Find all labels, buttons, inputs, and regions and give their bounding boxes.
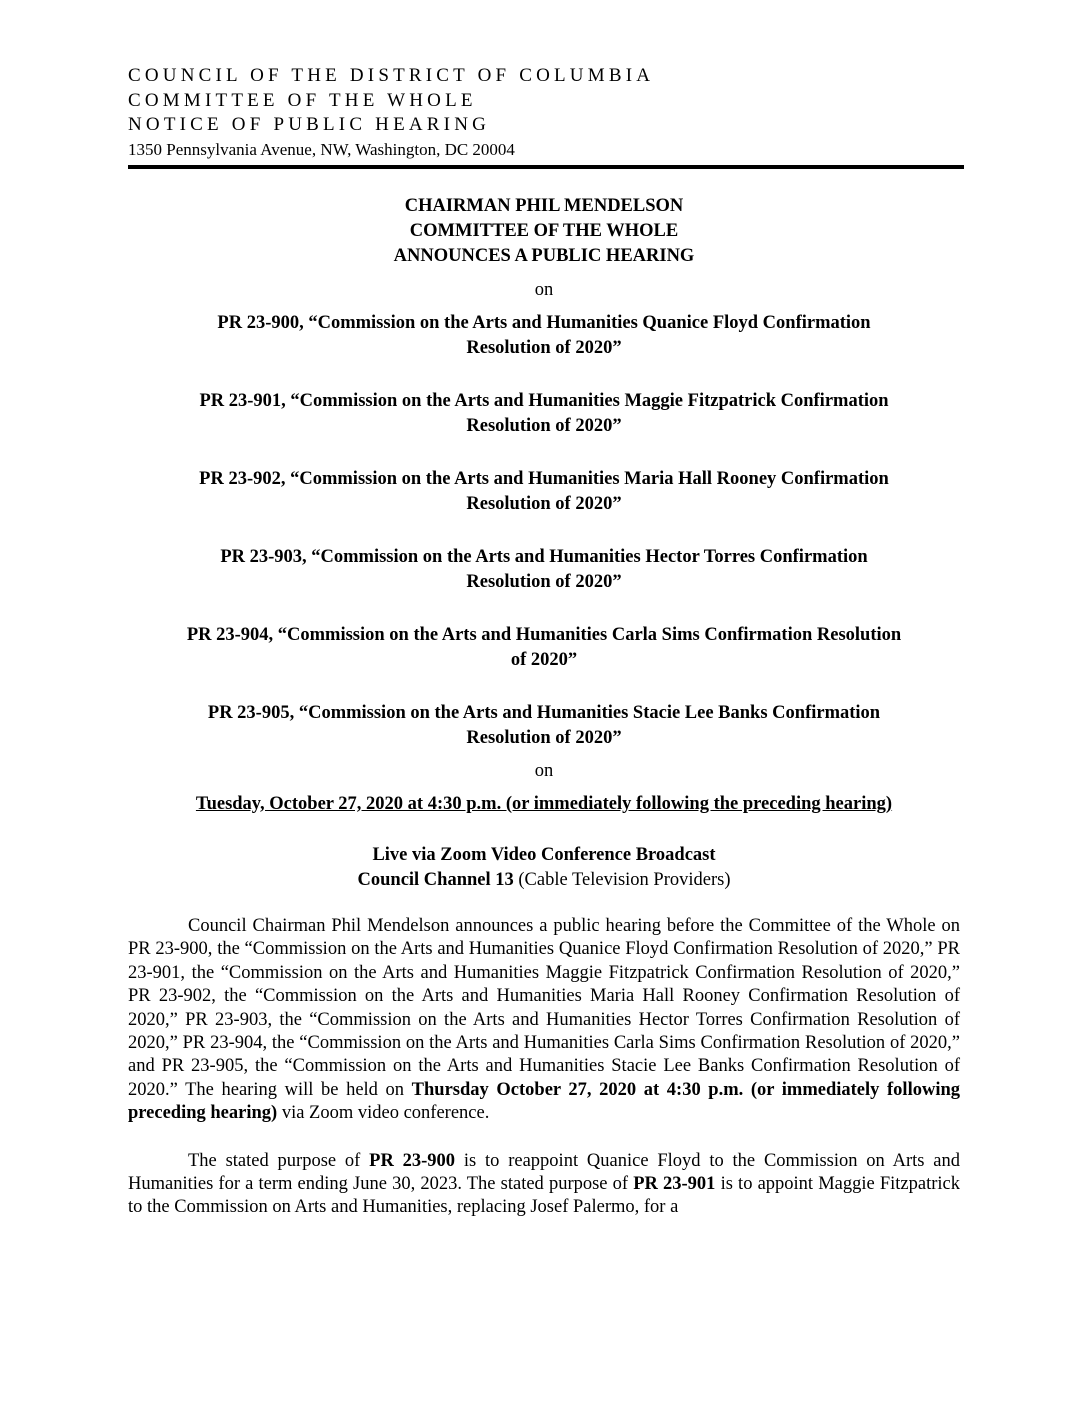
on-connector-2: on: [534, 761, 554, 781]
bill-pr-23-905: [128, 701, 960, 751]
bill-pr-23-902: [128, 467, 960, 517]
bill-pr-23-903: [128, 545, 960, 595]
announcement-hearing: ANNOUNCES A PUBLIC HEARING: [393, 246, 695, 266]
bill-title-line: Resolution of 2020”: [466, 572, 622, 592]
bill-title-line: Resolution of 2020”: [466, 338, 622, 358]
purpose-pr-23-900: PR 23-900: [369, 1150, 456, 1171]
announcement-heading: [128, 194, 960, 269]
venue-channel-note: (Cable Television Providers): [513, 870, 731, 890]
bill-title-line: PR 23-900, “Commission on the Arts and Humanities Quanice Floyd Confirmation: [217, 313, 871, 333]
bill-title-line: PR 23-902, “Commission on the Arts and Humanities Maria Hall Rooney Confirmation: [199, 469, 889, 489]
bill-pr-23-900: [128, 311, 960, 361]
bill-title-line: PR 23-904, “Commission on the Arts and Humanities Carla Sims Confirmation Resolution: [186, 625, 902, 645]
paragraph-hearing-date: Thursday October 27, 2020 at 4:30 p.m. (or immediately following preceding hearing): [128, 1079, 960, 1124]
announcement-chairman: CHAIRMAN PHIL MENDELSON: [404, 196, 684, 216]
venue-zoom: Live via Zoom Video Conference Broadcast: [372, 845, 716, 865]
letterhead-council: COUNCIL OF THE DISTRICT OF COLUMBIA: [128, 65, 655, 86]
hearing-date: Tuesday, October 27, 2020 at 4:30 p.m. (or immediately following the preceding hearing): [195, 794, 893, 814]
purpose-text: is to reappoint Quanice Floyd to the Commission on Arts and Humanities for a term ending June 30, 2023. The stated purpose of: [128, 1150, 960, 1195]
venue-channel: [128, 868, 960, 893]
on-connector: on: [534, 280, 554, 300]
letterhead-rule: [128, 165, 964, 169]
paragraph-announcement: [128, 915, 960, 1126]
bill-title-line: PR 23-901, “Commission on the Arts and Humanities Maggie Fitzpatrick Confirmation: [199, 391, 889, 411]
bill-title-line: Resolution of 2020”: [466, 728, 622, 748]
bill-title-line: of 2020”: [510, 650, 578, 670]
bill-title-line: Resolution of 2020”: [466, 416, 622, 436]
venue-channel-name: Council Channel 13: [357, 870, 514, 890]
notice-body: [128, 194, 960, 1220]
bill-pr-23-901: [128, 389, 960, 439]
paragraph-text: Council Chairman Phil Mendelson announces a public hearing before the Committee of the Whole on PR 23-900, the “Commission on the Arts and Humanities Quanice Floyd Confirmation Resolution of 2020,” PR 23-901, the “Commission on the Arts and Humanities Maggie Fitzpatrick Confirmation Resolution of 2020,” PR 23-902, the “Commission on the Arts and Humanities Maria Hall Rooney Confirmation Resolution of 2020,” PR 23-903, the “Commission on the Arts and Humanities Hector Torres Confirmation Resolution of 2020,” PR 23-904, the “Commission on the Arts and Humanities Carla Sims Confirmation Resolution of 2020,” and PR 23-905, the “Commission on the Arts and Humanities Stacie Lee Banks Confirmation Resolution of 2020.” The hearing will be held on: [128, 916, 960, 1100]
purpose-text: The stated purpose of: [188, 1150, 370, 1171]
bill-title-line: PR 23-903, “Commission on the Arts and Humanities Hector Torres Confirmation: [220, 547, 868, 567]
venue-block: [128, 843, 960, 893]
bill-title-line: PR 23-905, “Commission on the Arts and Humanities Stacie Lee Banks Confirmation: [207, 703, 881, 723]
purpose-text: is to appoint Maggie Fitzpatrick to the Commission on Arts and Humanities, replacing Josef Palermo, for a: [128, 1174, 961, 1218]
paragraph-tail: via Zoom video conference.: [277, 1103, 490, 1124]
letterhead-notice: NOTICE OF PUBLIC HEARING: [128, 114, 491, 135]
announcement-committee: COMMITTEE OF THE WHOLE: [409, 221, 679, 241]
letterhead-committee: COMMITTEE OF THE WHOLE: [128, 89, 477, 111]
paragraph-purpose: [128, 1150, 960, 1220]
bill-title-line: Resolution of 2020”: [466, 494, 622, 514]
letterhead: [128, 64, 964, 169]
bill-pr-23-904: [128, 623, 960, 673]
purpose-pr-23-901: PR 23-901: [633, 1174, 716, 1195]
letterhead-address: 1350 Pennsylvania Avenue, NW, Washington, DC 20004: [128, 139, 515, 159]
